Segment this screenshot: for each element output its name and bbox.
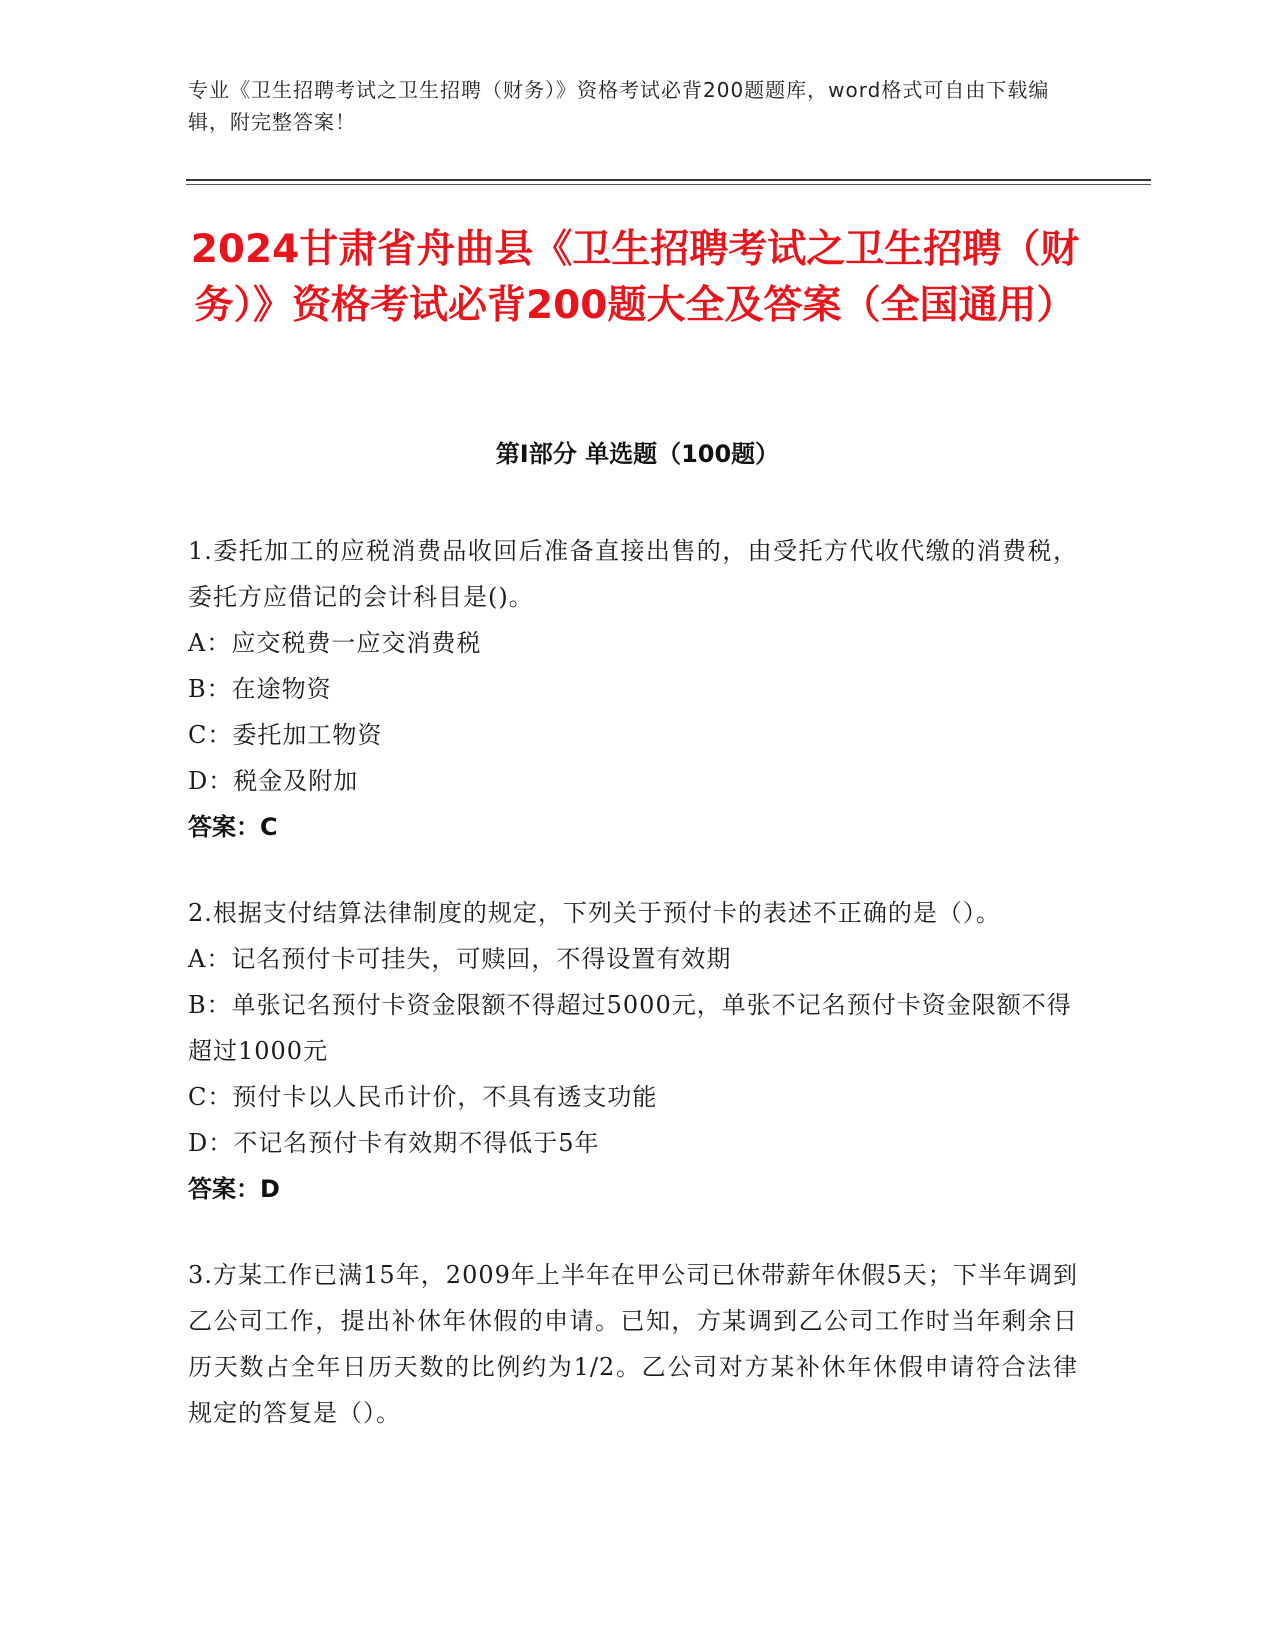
question-3 [188, 1252, 1078, 1436]
section-title: 第Ⅰ部分 单选题（100题） [495, 440, 780, 468]
document-title: 2024甘肃省舟曲县《卫生招聘考试之卫生招聘（财务）》资格考试必背200题大全及答案（全国通用） [190, 227, 1080, 328]
option-b: B：在途物资 [188, 675, 332, 703]
question-stem: 1.委托加工的应税消费品收回后准备直接出售的，由受托方代收代缴的消费税，委托方应借记的会计科目是()。 [188, 537, 1078, 611]
answer: 答案：C [188, 813, 278, 841]
header-divider-thin [186, 184, 1151, 185]
question-1 [188, 528, 1078, 850]
option-d: D：税金及附加 [188, 767, 359, 795]
header-divider-thick [186, 179, 1151, 181]
option-a: A：应交税费一应交消费税 [188, 629, 482, 657]
option-a: A：记名预付卡可挂失，可赎回，不得设置有效期 [188, 945, 732, 973]
answer: 答案：D [188, 1175, 280, 1203]
question-2 [188, 890, 1078, 1212]
option-c: C：委托加工物资 [188, 721, 383, 749]
option-c: C：预付卡以人民币计价，不具有透支功能 [188, 1083, 658, 1111]
question-stem: 3.方某工作已满15年，2009年上半年在甲公司已休带薪年休假5天；下半年调到乙公司工作，提出补休年休假的申请。已知，方某调到乙公司工作时当年剩余日历天数占全年日历天数的比例约为1/2。乙公司对方某补休年休假申请符合法律规定的答复是（）。 [188, 1261, 1078, 1427]
option-d: D：不记名预付卡有效期不得低于5年 [188, 1129, 600, 1157]
header-note: 专业《卫生招聘考试之卫生招聘（财务）》资格考试必背200题题库，word格式可自由下载编辑，附完整答案！ [188, 78, 1050, 134]
question-list [188, 528, 1078, 1476]
option-b: B：单张记名预付卡资金限额不得超过5000元，单张不记名预付卡资金限额不得超过1000元 [188, 991, 1072, 1065]
question-stem: 2.根据支付结算法律制度的规定，下列关于预付卡的表述不正确的是（）。 [188, 899, 1001, 927]
